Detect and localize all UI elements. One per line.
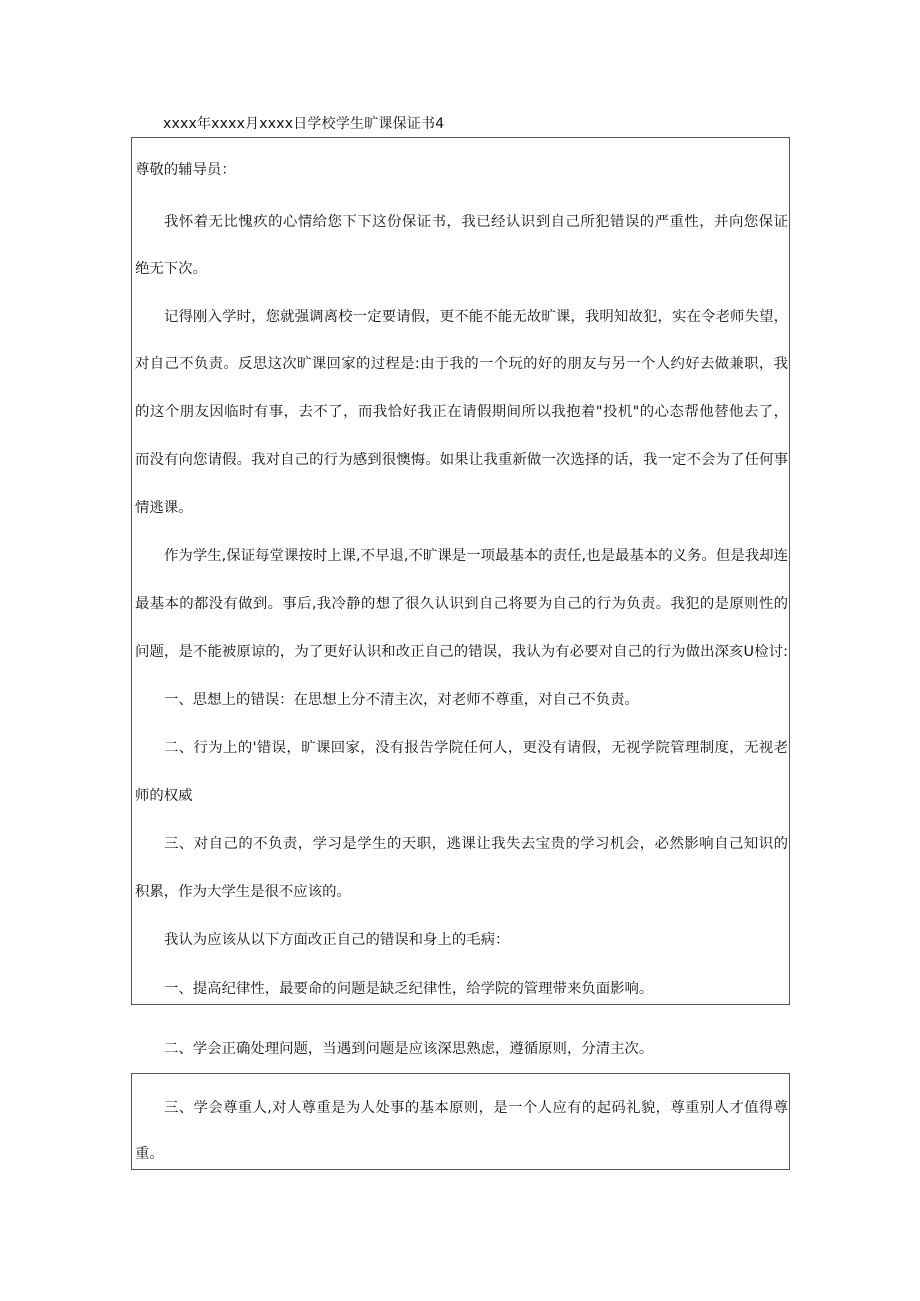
paragraph-line: 最基本的都没有做到。事后,我冷静的想了很久认识到自己将要为自己的行为负责。我犯的是原则性的 — [135, 596, 788, 612]
paragraph-line: 绝无下次。 — [135, 261, 207, 277]
paragraph-line: 积累，作为大学生是很不应该的。 — [135, 884, 351, 900]
paragraph-line: 作为学生,保证每堂课按时上课,不早退,不旷课是一项最基本的责任,也是最基本的义务。但是我却连 — [164, 548, 788, 564]
paragraph-line: 的这个朋友因临时有事，去不了，而我恰好我正在请假期间所以我抱着"投机"的心态帮他替他去了， — [135, 404, 788, 420]
paragraph-line: 情逃课。 — [135, 500, 193, 516]
paragraph-line: 三、对自己的不负责，学习是学生的天职，逃课让我失去宝贵的学习机会，必然影响自己知识的 — [164, 836, 788, 852]
paragraph-line: 问题，是不能被原谅的，为了更好认识和改正自己的错误，我认为有必要对自己的行为做出深亥U检讨: — [135, 644, 788, 660]
text-frame-2 — [131, 1073, 790, 1170]
paragraph-line: 而没有向您请假。我对自己的行为感到很懊悔。如果让我重新做一次选择的话，我一定不会为了任何事 — [135, 452, 788, 468]
paragraph-line: 我认为应该从以下方面改正自己的错误和身上的毛病： — [164, 932, 510, 948]
paragraph-line: 三、学会尊重人,对人尊重是为人处事的基本原则，是一个人应有的起码礼貌，尊重别人才值得尊 — [164, 1100, 788, 1116]
paragraph-line: 一、思想上的错误：在思想上分不清主次，对老师不尊重，对自己不负责。 — [164, 692, 639, 708]
paragraph-line: 师的权威 — [135, 788, 193, 804]
salutation: 尊敬的辅导员： — [135, 162, 236, 178]
text-frame-1 — [131, 137, 790, 1005]
paragraph-line: 重。 — [135, 1146, 164, 1162]
paragraph-line: 对自己不负责。反思这次旷课回家的过程是:由于我的一个玩的好的朋友与另一个人约好去做兼职，我 — [135, 356, 788, 372]
paragraph-line: 二、学会正确处理问题，当遇到问题是应该深思熟虑，遵循原则，分清主次。 — [164, 1041, 654, 1057]
paragraph-line: 我怀着无比愧疚的心情给您下下这份保证书，我已经认识到自己所犯错误的严重性，并向您保证 — [164, 214, 788, 230]
document-title: xxxx年xxxx月xxxx日学校学生旷课保证书4 — [163, 116, 445, 132]
paragraph-line: 记得刚入学时，您就强调离校一定要请假，更不能不能无故旷课，我明知故犯，实在令老师失望， — [164, 309, 788, 325]
paragraph-line: 一、提高纪律性，最要命的问题是缺乏纪律性，给学院的管理带来负面影响。 — [164, 981, 654, 997]
paragraph-line: 二、行为上的'错误，旷课回家，没有报告学院任何人，更没有请假，无视学院管理制度，无视老 — [164, 740, 788, 756]
